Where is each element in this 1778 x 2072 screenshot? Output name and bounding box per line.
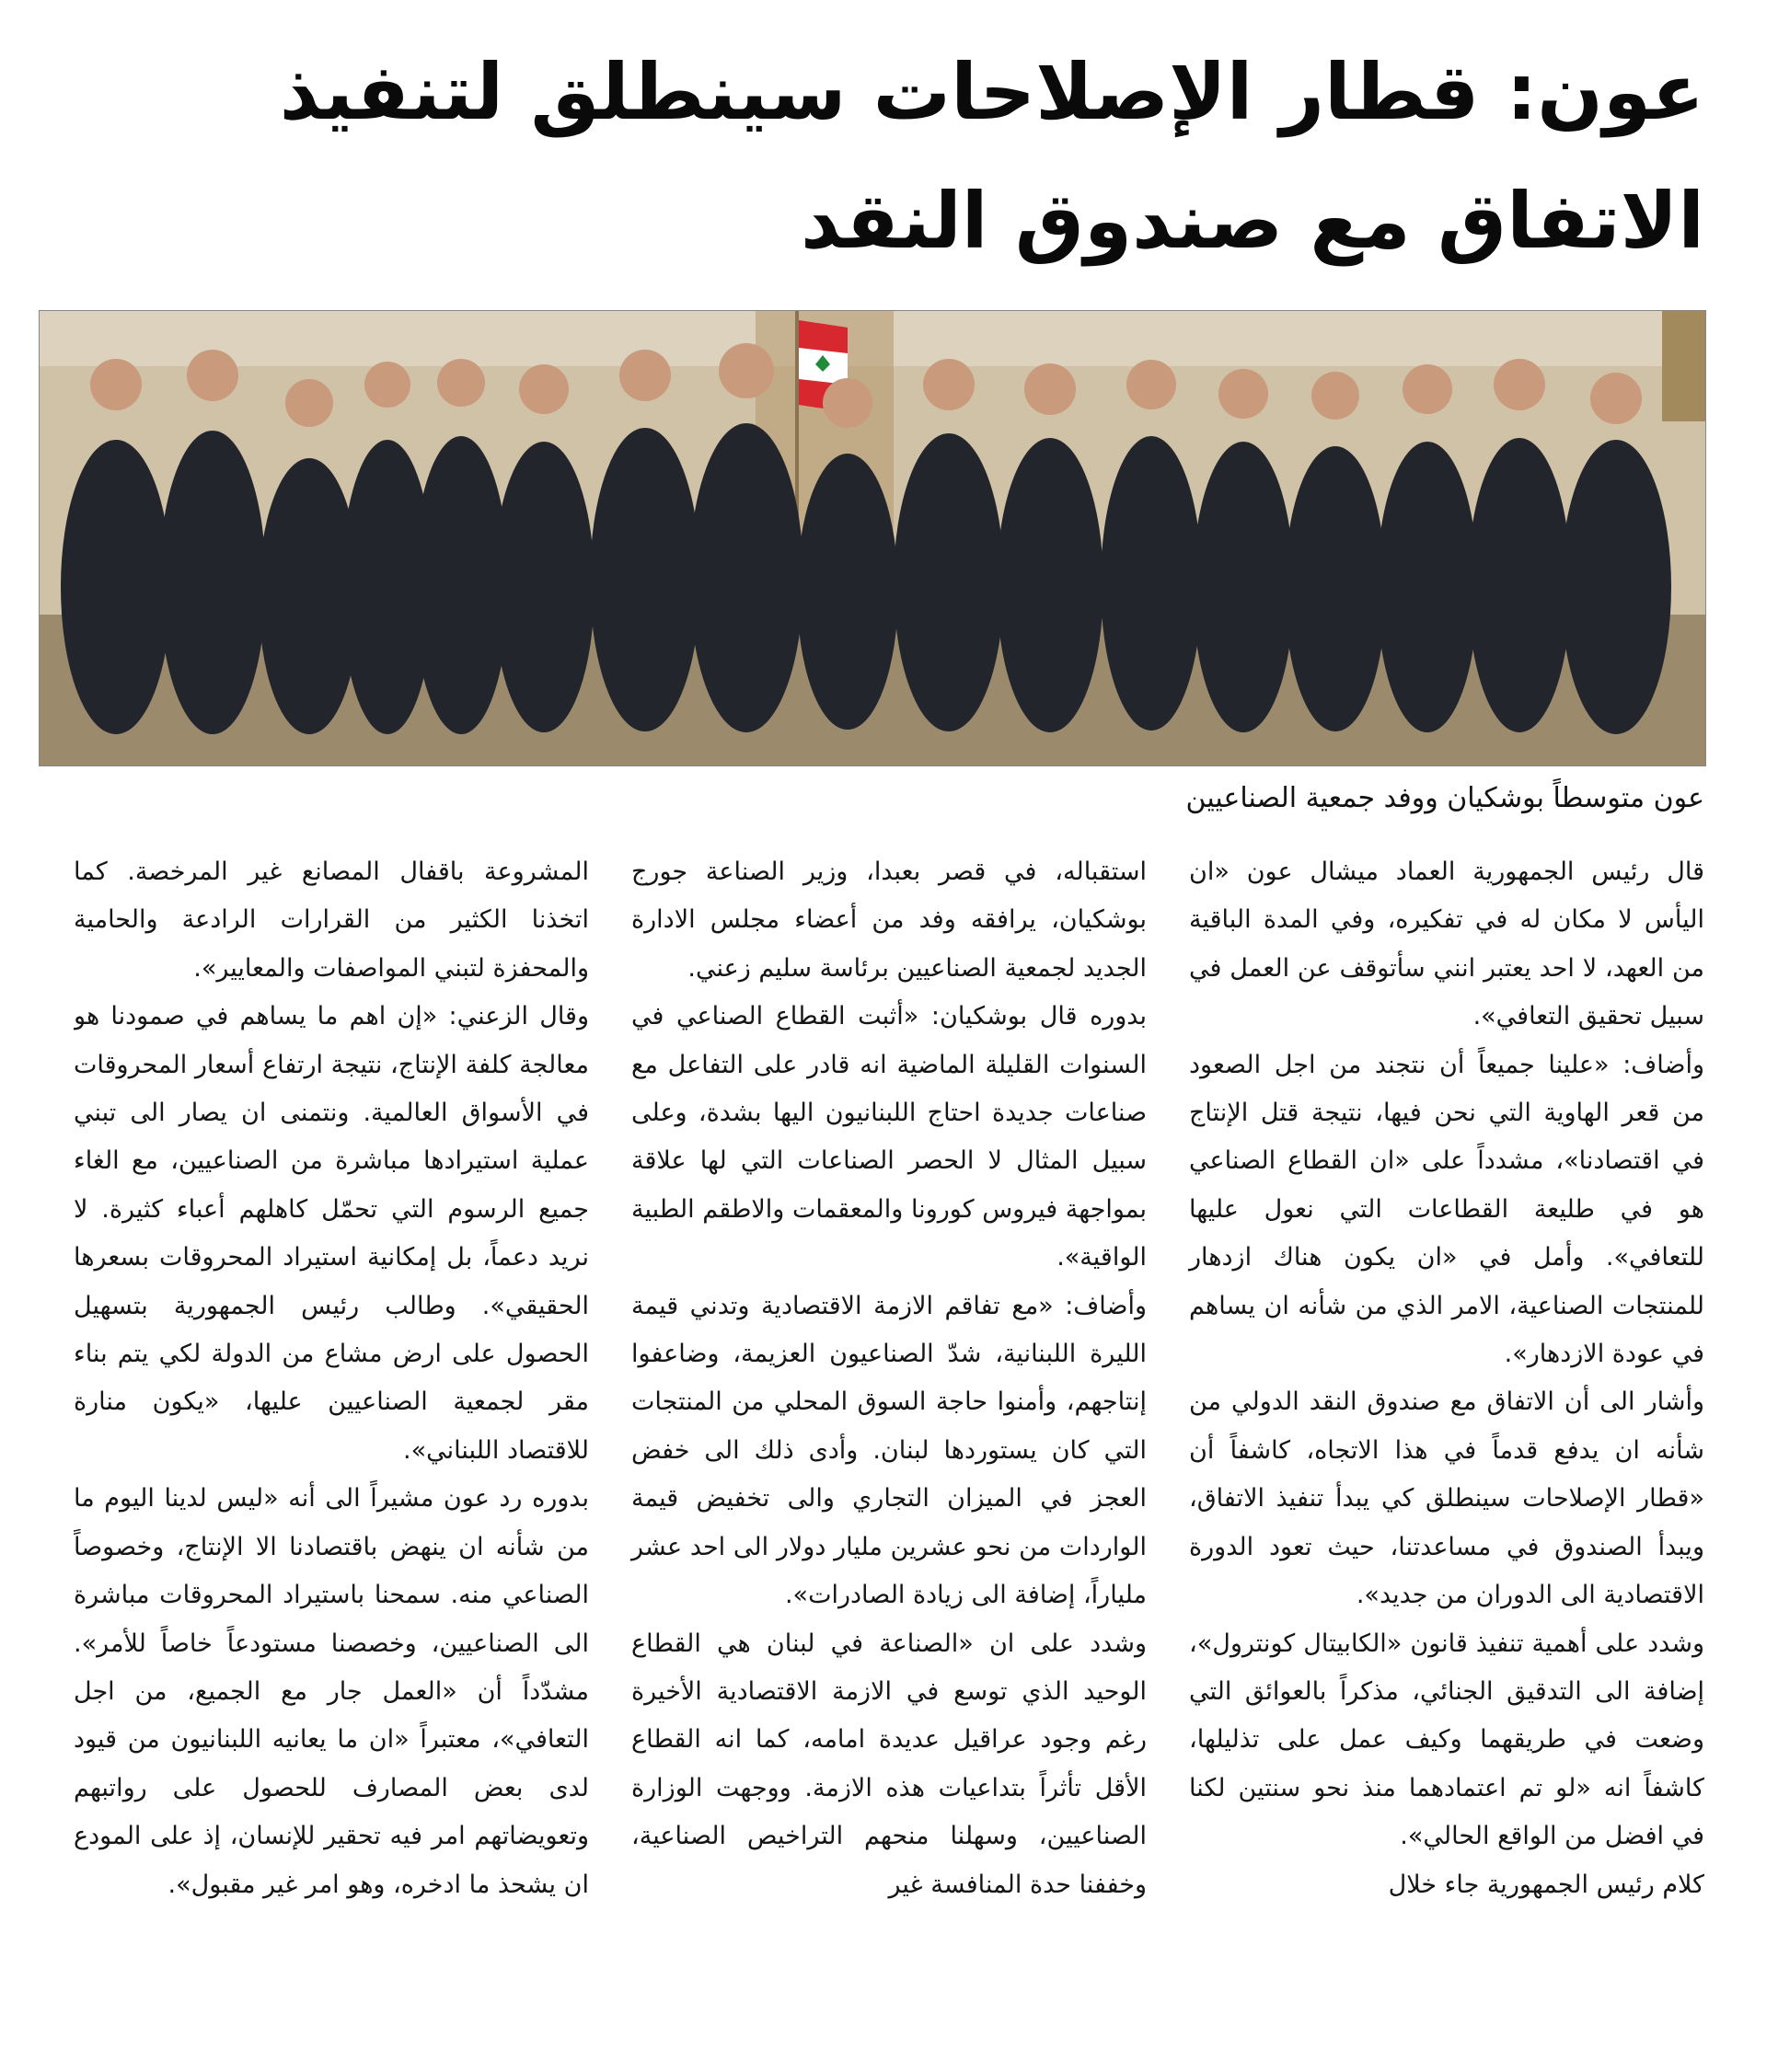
headline-line-2: الاتفاق مع صندوق النقد xyxy=(801,176,1704,266)
paragraph: وقال الزعني: «إن اهم ما يساهم في صمودنا هو معالجة كلفة الإنتاج، نتيجة ارتفاع أسعار المحروقات في الأسواق العالمية. ونتمنى ان يصار الى تبني عملية استيرادها مباشرة من الصناعيين، مع الغاء جميع الرسوم التي تحمّل كاهلهم أعباء كثيرة. لا نريد دعماً، بل إمكانية استيراد المحروقات بسعرها الحقيقي». وطالب رئيس الجمهورية بتسهيل الحصول على ارض مشاع من الدولة لكي يتم بناء مقر لجمعية الصناعيين عليها، «يكون منارة للاقتصاد اللبناني». xyxy=(74,1002,589,1465)
paragraph: وشدد على أهمية تنفيذ قانون «الكابيتال كونترول»، إضافة الى التدقيق الجنائي، مذكراً بالعوائق التي وضعت في طريقهما وكيف عمل على تذليلها، كاشفاً انه «لو تم اعتمادهما منذ نحو سنتين لكنا في افضل من الواقع الحالي». xyxy=(1189,1629,1704,1851)
article-photo xyxy=(39,310,1706,766)
paragraph: وأشار الى أن الاتفاق مع صندوق النقد الدولي من شأنه ان يدفع قدماً في هذا الاتجاه، كاشفاً أن «قطار الإصلاحات سينطلق كي يبدأ تنفيذ الاتفاق، ويبدأ الصندوق في مساعدتنا، حيث تعود الدورة الاقتصادية الى الدوران من جديد». xyxy=(1189,1387,1704,1610)
paragraph: كلام رئيس الجمهورية جاء خلال xyxy=(1388,1870,1704,1899)
paragraph: وأضاف: «مع تفاقم الازمة الاقتصادية وتدني قيمة الليرة اللبنانية، شدّ الصناعيون العزيمة، وضاعفوا إنتاجهم، وأمنوا حاجة السوق المحلي من المنتجات التي كان يستوردها لبنان. وأدى ذلك الى خفض العجز في الميزان التجاري والى تخفيض قيمة الواردات من نحو عشرين مليار دولار الى احد عشر ملياراً، إضافة الى زيادة الصادرات». xyxy=(631,1291,1147,1610)
photo-caption: عون متوسطاً بوشكيان ووفد جمعية الصناعيين xyxy=(1185,782,1704,814)
paragraph: بدوره رد عون مشيراً الى أنه «ليس لدينا اليوم ما من شأنه ان ينهض باقتصادنا الا الإنتاج، وخصوصاً الصناعي منه. سمحنا باستيراد المحروقات مباشرة الى الصناعيين، وخصصنا مستودعاً خاصاً للأمر». مشدّداً أن «العمل جار مع الجميع، من اجل التعافي»، معتبراً «ان ما يعانيه اللبنانيون من قيود لدى بعض المصارف للحصول على رواتبهم وتعويضاتهم امر فيه تحقير للإنسان، إذ على المودع ان يشحذ ما ادخره، وهو امر غير مقبول». xyxy=(74,1484,589,1899)
paragraph: المشروعة باقفال المصانع غير المرخصة. كما اتخذنا الكثير من القرارات الرادعة والحامية والمحفزة لتبني المواصفات والمعايير». xyxy=(74,858,589,983)
article-column-2 xyxy=(631,848,1147,1909)
article-headline xyxy=(66,28,1704,285)
group-photo-illustration xyxy=(39,311,1705,766)
paragraph: وشدد على ان «الصناعة في لبنان هي القطاع الوحيد الذي توسع في الازمة الاقتصادية الأخيرة رغم وجود عراقيل عديدة امامه، كما انه القطاع الأقل تأثراً بتداعيات هذه الازمة. ووجهت الوزارة الصناعيين، وسهلنا منحهم التراخيص الصناعية، وخففنا حدة المنافسة غير xyxy=(631,1629,1147,1899)
paragraph: وأضاف: «علينا جميعاً أن نتجند من اجل الصعود من قعر الهاوية التي نحن فيها، نتيجة قتل الإنتاج في اقتصادنا»، مشدداً على «ان القطاع الصناعي هو في طليعة القطاعات التي نعول عليها للتعافي». وأمل في «ان يكون هناك ازدهار للمنتجات الصناعية، الامر الذي من شأنه ان يساهم في عودة الازدهار». xyxy=(1189,1050,1704,1369)
headline-line-1: عون: قطار الإصلاحات سينطلق لتنفيذ xyxy=(279,47,1704,137)
article-column-1 xyxy=(1189,848,1704,1909)
article-column-3 xyxy=(74,848,589,1909)
paragraph: بدوره قال بوشكيان: «أثبت القطاع الصناعي في السنوات القليلة الماضية انه قادر على التفاعل مع صناعات جديدة احتاج اللبنانيون اليها بشدة، وعلى سبيل المثال لا الحصر الصناعات التي لها علاقة بمواجهة فيروس كورونا والمعقمات والاطقم الطبية الواقية». xyxy=(631,1002,1147,1272)
paragraph: قال رئيس الجمهورية العماد ميشال عون «ان اليأس لا مكان له في تفكيره، وفي المدة الباقية من العهد، لا احد يعتبر انني سأتوقف عن العمل في سبيل تحقيق التعافي». xyxy=(1189,858,1704,1031)
article-body xyxy=(74,848,1704,2063)
paragraph: استقباله، في قصر بعبدا، وزير الصناعة جورج بوشكيان، يرافقه وفد من أعضاء مجلس الادارة الجديد لجمعية الصناعيين برئاسة سليم زعني. xyxy=(631,858,1147,983)
